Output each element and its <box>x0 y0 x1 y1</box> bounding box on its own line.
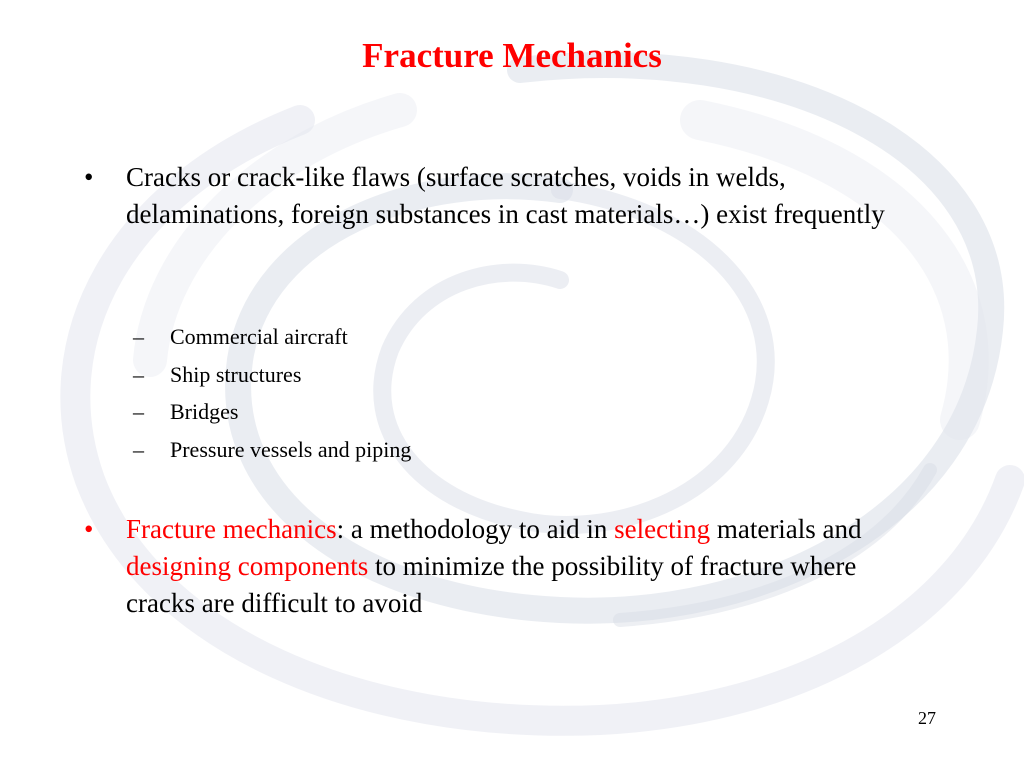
page-number: 27 <box>918 708 936 728</box>
slide-title: Fracture Mechanics <box>362 36 662 75</box>
sub-bullet-item <box>133 360 733 390</box>
bullet-text <box>126 511 886 622</box>
sub-bullet-dash: – <box>133 362 144 387</box>
emphasis-term: selecting <box>614 514 711 544</box>
emphasis-term: Fracture mechanics <box>126 514 337 544</box>
bullet-item <box>84 511 884 626</box>
body-text: : a methodology to aid in <box>336 514 615 544</box>
body-text: materials and <box>710 514 862 544</box>
sub-bullet-text: Ship structures <box>170 362 302 387</box>
sub-bullet-text: Bridges <box>170 399 239 424</box>
bullet-item <box>84 159 884 274</box>
bullet-text: Cracks or crack-like flaws (surface scratches, voids in welds, delaminations, foreign substances in cast materials…) exist frequently <box>126 162 885 229</box>
body-text: to minimize the possibility of fracture where cracks are difficult to avoid <box>126 551 857 618</box>
sub-bullet-text: Pressure vessels and piping <box>170 437 412 462</box>
emphasis-term: designing components <box>126 551 369 581</box>
sub-bullet-dash: – <box>133 324 144 349</box>
sub-bullet-item <box>133 397 733 427</box>
bullet-mark: • <box>84 162 94 192</box>
sub-bullet-dash: – <box>133 437 144 462</box>
sub-bullet-text: Commercial aircraft <box>170 324 348 349</box>
sub-bullet-item <box>133 322 733 352</box>
sub-bullet-dash: – <box>133 399 144 424</box>
sub-bullet-item <box>133 435 733 465</box>
bullet-mark: • <box>84 514 94 544</box>
